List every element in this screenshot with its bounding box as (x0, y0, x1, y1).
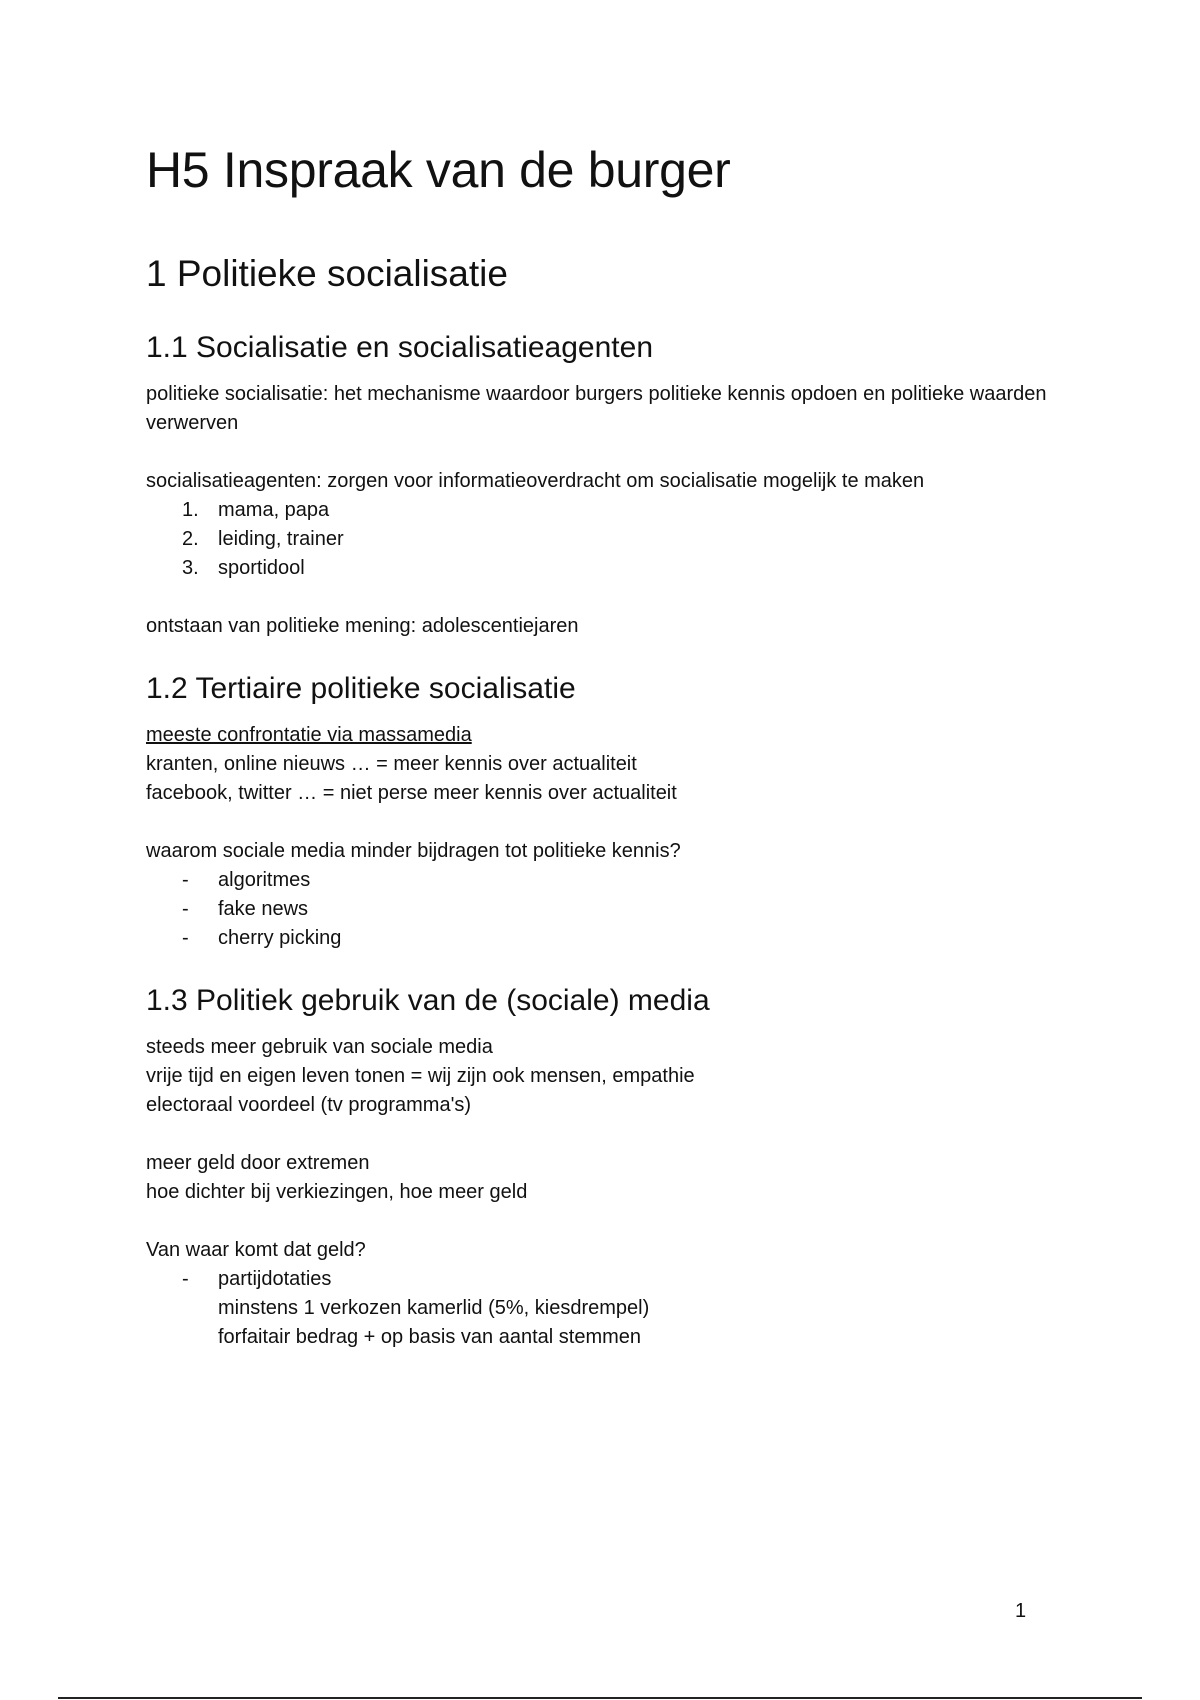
text-line: vrije tijd en eigen leven tonen = wij zijn ook mensen, empathie (146, 1065, 695, 1088)
page-number: 1 (1015, 1600, 1027, 1622)
text-line: steeds meer gebruik van sociale media (146, 1036, 493, 1059)
list-item-text: algoritmes (218, 869, 311, 892)
list-marker: 2. (182, 528, 199, 551)
underlined-subheading: meeste confrontatie via massamedia (146, 724, 472, 747)
list-item (146, 866, 1076, 895)
text-line: meer geld door extremen (146, 1152, 370, 1175)
list-item-text: mama, papa (218, 499, 330, 522)
document-page (146, 140, 1076, 1352)
definition-text: politieke socialisatie: het mechanisme waardoor burgers politieke kennis opdoen en politieke waarden verwerven (146, 383, 1047, 435)
reasons-list (146, 866, 1076, 953)
agents-list (146, 496, 1076, 583)
list-item-text: cherry picking (218, 927, 342, 950)
page-bottom-divider (58, 1697, 1142, 1699)
list-item-text: leiding, trainer (218, 528, 344, 551)
list-marker: - (182, 869, 189, 892)
text-line: hoe dichter bij verkiezingen, hoe meer geld (146, 1181, 528, 1204)
text-line: electoraal voordeel (tv programma's) (146, 1094, 472, 1117)
list-marker: 1. (182, 499, 199, 522)
list-item (146, 924, 1076, 953)
list-marker: - (182, 927, 189, 950)
list-item (146, 1265, 1076, 1294)
section-heading-1-3: 1.3 Politiek gebruik van de (sociale) media (146, 984, 710, 1018)
origin-text: ontstaan van politieke mening: adolescentiejaren (146, 615, 579, 638)
list-item (146, 525, 1076, 554)
list-marker: - (182, 898, 189, 921)
question-text: Van waar komt dat geld? (146, 1239, 366, 1262)
question-text: waarom sociale media minder bijdragen tot politieke kennis? (146, 840, 681, 863)
list-item (146, 496, 1076, 525)
section-heading-1-1: 1.1 Socialisatie en socialisatieagenten (146, 331, 653, 365)
source-detail: minstens 1 verkozen kamerlid (5%, kiesdrempel) (218, 1297, 650, 1320)
list-item-text: partijdotaties (218, 1268, 332, 1291)
sources-list (146, 1265, 1076, 1294)
text-line: facebook, twitter … = niet perse meer kennis over actualiteit (146, 782, 677, 805)
list-item-text: fake news (218, 898, 309, 921)
chapter-heading: 1 Politieke socialisatie (146, 253, 508, 294)
source-detail: forfaitair bedrag + op basis van aantal stemmen (218, 1326, 642, 1349)
list-item-text: sportidool (218, 557, 305, 580)
list-item (146, 895, 1076, 924)
section-heading-1-2: 1.2 Tertiaire politieke socialisatie (146, 672, 576, 706)
agents-intro: socialisatieagenten: zorgen voor informatieoverdracht om socialisatie mogelijk te maken (146, 470, 925, 493)
text-line: kranten, online nieuws … = meer kennis over actualiteit (146, 753, 637, 776)
document-title: H5 Inspraak van de burger (146, 142, 731, 198)
list-marker: - (182, 1268, 189, 1291)
list-marker: 3. (182, 557, 199, 580)
list-item (146, 554, 1076, 583)
